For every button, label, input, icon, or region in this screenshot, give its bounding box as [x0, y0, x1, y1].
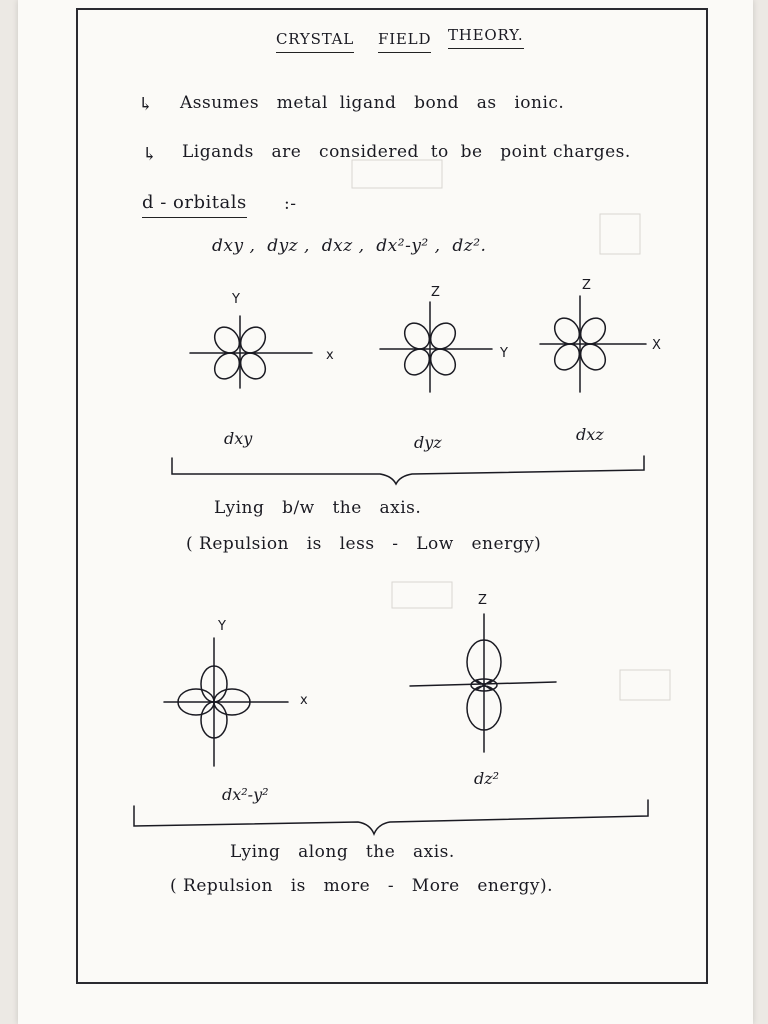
group2-caption-line2: ( Repulsion is more - More energy). [170, 876, 554, 896]
orbital-list: dxy , dyz , dxz , dx²-y² , dz². [212, 236, 487, 256]
dz2-label: dz² [474, 769, 500, 788]
bleed-through [352, 160, 670, 700]
dyz-top-axis-label: Z [431, 285, 440, 300]
dxz-top-axis-label: Z [582, 278, 591, 293]
dxy-label: dxy [224, 429, 253, 448]
dxz-right-axis-label: X [652, 338, 661, 353]
dyz-diagram [380, 285, 508, 452]
point-point-charges: Ligands are considered to be point charges. [182, 142, 631, 162]
title-word-field: FIELD [378, 30, 431, 53]
bullet-arrow-1: ↳ [138, 94, 154, 115]
group1-caption-line2: ( Repulsion is less - Low energy) [186, 534, 542, 554]
subheading-colon: :- [284, 194, 297, 214]
dyz-right-axis-label: Y [500, 346, 508, 361]
title-word-theory: THEORY. [448, 26, 524, 49]
dxy-right-axis-label: x [326, 348, 334, 363]
point-ionic-bond: Assumes metal ligand bond as ionic. [180, 93, 565, 113]
dx2y2-right-axis-label: x [300, 693, 308, 708]
dxy-top-axis-label: Y [232, 292, 240, 307]
group2-brace [134, 800, 648, 834]
bullet-arrow-2: ↳ [142, 144, 158, 165]
dyz-label: dyz [414, 433, 442, 452]
dxz-diagram [540, 278, 661, 444]
group1-caption-line1: Lying b/w the axis. [214, 498, 422, 518]
group2-caption-line1: Lying along the axis. [230, 842, 455, 862]
dx2y2-label: dx²-y² [222, 785, 269, 804]
dx2y2-top-axis-label: Y [218, 619, 226, 634]
title-word-crystal: CRYSTAL [276, 30, 354, 53]
dxy-diagram [190, 292, 334, 448]
dz2-top-axis-label: Z [478, 593, 487, 608]
subheading-d-orbitals: d - orbitals [142, 192, 247, 218]
dz2-diagram [410, 593, 556, 788]
dx2y2-diagram [164, 619, 308, 804]
group1-brace [172, 456, 644, 484]
dxz-label: dxz [576, 425, 604, 444]
